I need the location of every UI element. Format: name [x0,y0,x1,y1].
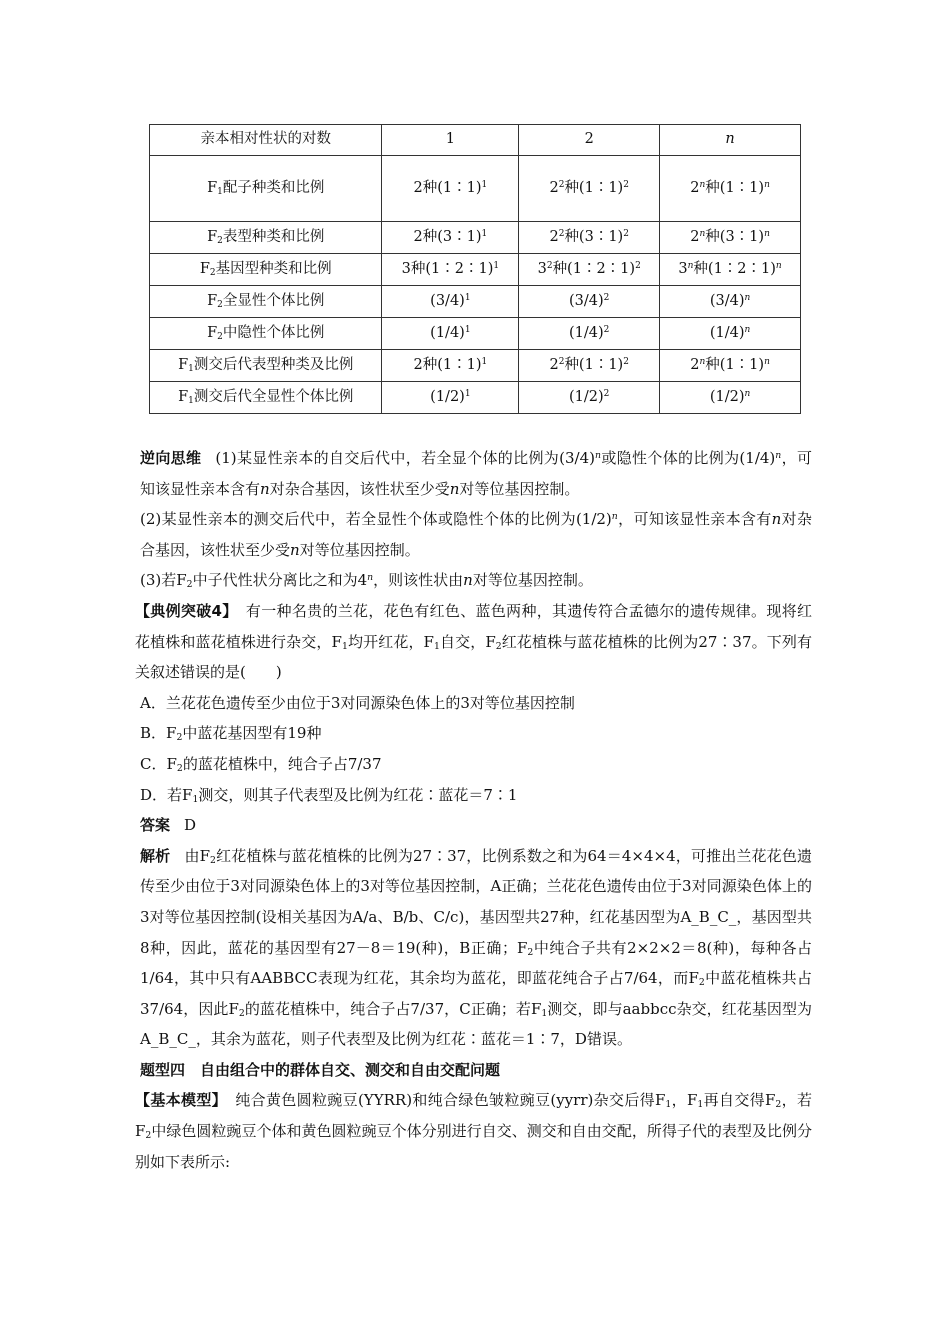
analysis-paragraph: 解析 由$F_2$红花植株与蓝花植株的比例为27∶37，比例系数之和为64＝4×4×4，可推出兰花花色遗传至少由位于3对同源染色体上的3对等位基因控制，A正确；兰花花色遗传由位于3对同源染色体上的3对等位基因控制(设相关基因为A/a、B/b、C/c)，基因型共27种，红花基因型为A_B_C_，基因型共8种，因此，蓝花的基因型有27－8＝19(种)，B正确；$F_2$中纯合子共有2×2×2＝8(种)，每种各占1/64，其中只有AABBCC表现为红花，其余均为蓝花，即蓝花纯合子占7/64，而$F_2$中蓝花植株共占37/64，因此$F_2$的蓝花植株中，纯合子占7/37，C正确；若$F_1$测交，即与aabbcc杂交，红花基因型为A_B_C_，其余为蓝花，则子代表型及比例为红花∶蓝花＝1∶7，D错误。 [140,846,812,1049]
row-label: $F_2$中隐性个体比例 [150,318,382,350]
row-label: $F_2$全显性个体比例 [150,286,382,318]
reverse-thinking-p2: (2)某显性亲本的测交后代中，若全显性个体或隐性个体的比例为$(1/2)^n$，可知该显性亲本含有n对杂合基因，该性状至少受n对等位基因控制。 [140,510,812,559]
table-cell: $2^2$种(3∶1)$^2$ [519,222,660,254]
table-cell: $(1/2)^1$ [382,382,519,414]
table-row [150,318,801,350]
table-row [150,286,801,318]
table-header-row [150,125,801,156]
reverse-thinking-heading: 逆向思维 [140,449,202,467]
table-cell: $3^2$种(1∶2∶1)$^2$ [519,254,660,286]
document-body [135,443,812,1177]
table-cell: 2种(1∶1)$^1$ [382,350,519,382]
table-cell: 3种(1∶2∶1)$^1$ [382,254,519,286]
option-a: A．兰花花色遗传至少由位于3对同源染色体上的3对等位基因控制 [140,693,575,712]
table-cell: $(1/4)^2$ [519,318,660,350]
table-cell: $(1/4)^1$ [382,318,519,350]
table-cell: 2种(1∶1)$^1$ [382,156,519,222]
table-row [150,156,801,222]
row-label: $F_2$基因型种类和比例 [150,254,382,286]
option-d: D．若$F_1$测交，则其子代表型及比例为红花∶蓝花＝7∶1 [140,785,518,805]
option-c: C．$F_2$的蓝花植株中，纯合子占7/37 [140,754,382,774]
reverse-thinking-p1: 逆向思维 (1)某显性亲本的自交后代中，若全显个体的比例为$(3/4)^n$或隐性个体的比例为$(1/4)^n$，可知该显性亲本含有n对杂合基因，该性状至少受n对等位基因控制。 [140,449,812,498]
table-cell: $(1/4)^n$ [660,318,801,350]
section-title: 题型四 自由组合中的群体自交、测交和自由交配问题 [140,1060,501,1079]
table-cell: 2$^n$种(1∶1)$^n$ [660,350,801,382]
table-cell: $2^2$种(1∶1)$^2$ [519,350,660,382]
inheritance-table [149,124,801,414]
row-label: $F_2$表型种类和比例 [150,222,382,254]
table-cell: 3$^n$种(1∶2∶1)$^n$ [660,254,801,286]
option-b: B．$F_2$中蓝花基因型有19种 [140,724,322,744]
example-heading: 【典例突破4】 [135,601,238,620]
table-cell: 2$^n$种(1∶1)$^n$ [660,156,801,222]
example-stem: 【典例突破4】 有一种名贵的兰花，花色有红色、蓝色两种，其遗传符合孟德尔的遗传规律。现将红花植株和蓝花植株进行杂交，$F_1$均开红花，$F_1$自交，$F_2$红花植株与蓝花植株的比例为27∶37。下列有关叙述错误的是( ) [135,601,812,682]
basic-model-label: 【基本模型】 [135,1091,227,1110]
table-cell: $(3/4)^1$ [382,286,519,318]
table-cell: 2$^n$种(3∶1)$^n$ [660,222,801,254]
answer-line [140,810,812,841]
table-row [150,350,801,382]
table-cell: 2种(3∶1)$^1$ [382,222,519,254]
row-label: $F_1$测交后代全显性个体比例 [150,382,382,414]
row-label: $F_1$测交后代表型种类及比例 [150,350,382,382]
table-header-cell: 亲本相对性状的对数 [150,125,382,156]
table-row [150,254,801,286]
table-cell: $(1/2)^2$ [519,382,660,414]
table-header-cell: 1 [382,125,519,156]
table-cell: $(3/4)^2$ [519,286,660,318]
table-row [150,382,801,414]
table-cell: $2^2$种(1∶1)$^2$ [519,156,660,222]
table-header-cell: n [660,125,801,156]
table-header-cell: 2 [519,125,660,156]
analysis-label: 解析 [140,846,171,865]
answer-value: D [184,816,197,835]
row-label: $F_1$配子种类和比例 [150,156,382,222]
answer-label: 答案 [140,816,171,835]
reverse-thinking-p3: (3)若$F_2$中子代性状分离比之和为4$^n$，则该性状由n对等位基因控制。 [140,571,593,591]
table-cell: $(3/4)^n$ [660,286,801,318]
basic-model-paragraph: 【基本模型】 纯合黄色圆粒豌豆(YYRR)和纯合绿色皱粒豌豆(yyrr)杂交后得$F_1$，$F_1$再自交得$F_2$，若$F_2$中绿色圆粒豌豆个体和黄色圆粒豌豆个体分别进行自交、测交和自由交配，所得子代的表型及比例分别如下表所示: [135,1091,812,1171]
table-cell: $(1/2)^n$ [660,382,801,414]
table-row [150,222,801,254]
